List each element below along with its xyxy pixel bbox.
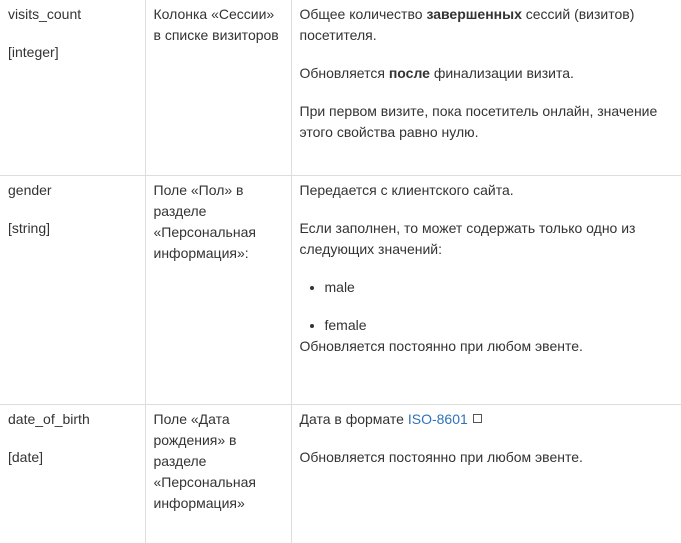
emphasis-text: завершенных: [426, 6, 522, 22]
description-paragraph: Передается с клиентского сайта.: [299, 182, 514, 198]
values-list: [300, 277, 674, 336]
description-cell: [291, 405, 681, 543]
location-cell: [145, 405, 291, 543]
description-paragraph: Обновляется постоянно при любом эвенте.: [299, 449, 583, 465]
description-paragraph: Если заполнен, то может содержать только одно из следующих значений:: [299, 220, 636, 257]
list-item: • female: [325, 315, 674, 336]
field-name: visits_count: [8, 6, 82, 22]
field-name: date_of_birth: [8, 411, 90, 427]
field-cell: [0, 405, 145, 543]
field-name: gender: [8, 182, 52, 198]
emphasis-text: после: [388, 65, 430, 81]
table-row: [0, 0, 681, 176]
location-cell: [145, 176, 291, 405]
field-location: Поле «Пол» в разделе «Персональная информация»:: [153, 182, 256, 261]
field-location: Колонка «Сессии» в списке визиторов: [153, 6, 279, 43]
table-row: [0, 405, 681, 543]
field-cell: [0, 0, 145, 176]
external-link-icon: [473, 414, 482, 423]
description-paragraph: Обновляется после финализации визита.: [299, 65, 574, 81]
description-paragraph: Общее количество завершенных сессий (визитов) посетителя.: [299, 6, 635, 43]
iso-8601-link[interactable]: ISO-8601: [407, 411, 468, 427]
description-paragraph: При первом визите, пока посетитель онлайн, значение этого свойства равно нулю.: [299, 103, 658, 140]
table-row: [0, 176, 681, 405]
field-type: [string]: [8, 220, 51, 236]
description-cell: [291, 0, 681, 176]
field-type: [date]: [8, 449, 44, 465]
description-paragraph: Обновляется постоянно при любом эвенте.: [299, 338, 583, 354]
field-type: [integer]: [8, 44, 59, 60]
description-cell: [291, 176, 681, 405]
field-location: Поле «Дата рождения» в разделе «Персональная информация»: [153, 411, 256, 511]
location-cell: [145, 0, 291, 176]
field-cell: [0, 176, 145, 405]
list-item: • male: [325, 277, 674, 298]
description-paragraph: Дата в формате ISO-8601: [300, 409, 674, 430]
